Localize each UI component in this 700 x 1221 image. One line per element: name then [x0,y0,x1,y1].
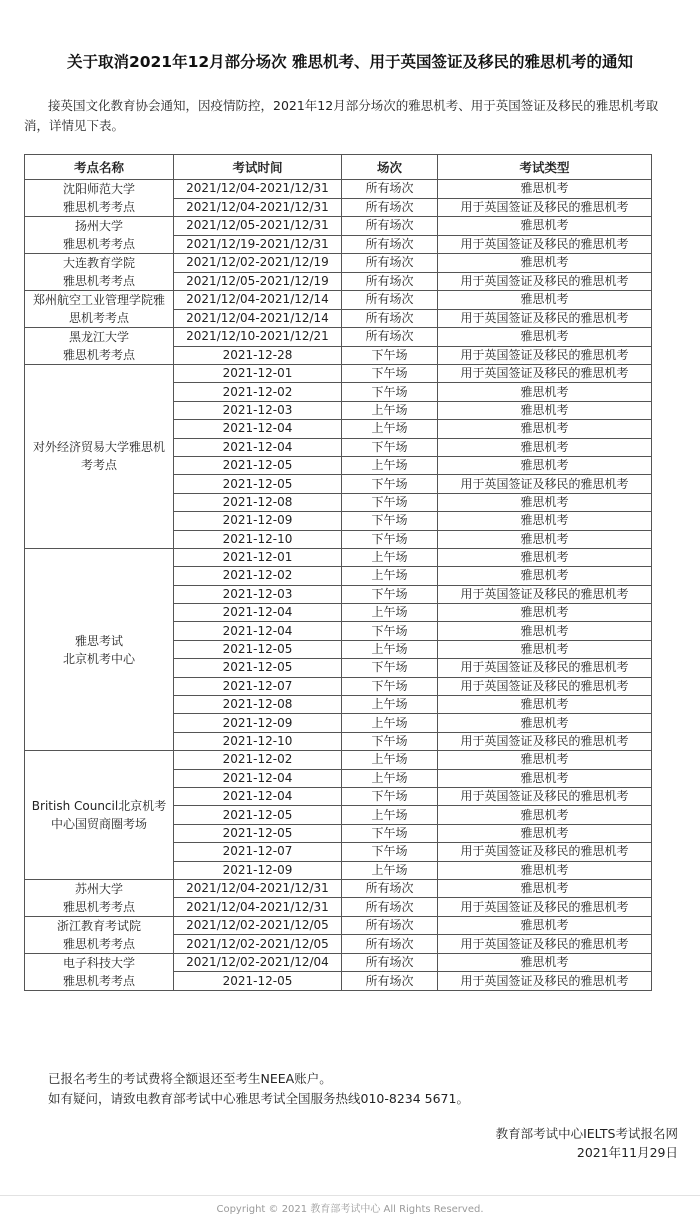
session-cell: 上午场 [342,751,438,769]
exam-type-cell: 雅思机考 [438,751,652,769]
header-exam-type: 考试类型 [438,155,652,180]
exam-type-cell: 雅思机考 [438,879,652,898]
exam-type-cell: 用于英国签证及移民的雅思机考 [438,972,652,991]
exam-date-cell: 2021-12-04 [174,787,342,805]
exam-date-cell: 2021/12/04-2021/12/31 [174,898,342,917]
exam-type-cell: 雅思机考 [438,180,652,199]
session-cell: 所有场次 [342,291,438,310]
exam-type-cell: 雅思机考 [438,401,652,419]
venue-name-cell: 大连教育学院 雅思机考考点 [25,254,174,291]
exam-type-cell: 雅思机考 [438,456,652,474]
exam-type-cell: 雅思机考 [438,640,652,658]
exam-type-cell: 雅思机考 [438,696,652,714]
exam-date-cell: 2021-12-10 [174,732,342,750]
exam-type-cell: 雅思机考 [438,512,652,530]
session-cell: 下午场 [342,622,438,640]
exam-date-cell: 2021-12-05 [174,659,342,677]
table-row [25,291,652,310]
session-cell: 所有场次 [342,972,438,991]
exam-date-cell: 2021-12-08 [174,493,342,511]
exam-type-cell: 雅思机考 [438,328,652,347]
table-body [25,180,652,991]
exam-date-cell: 2021/12/19-2021/12/31 [174,235,342,254]
exam-date-cell: 2021/12/02-2021/12/04 [174,953,342,972]
exam-date-cell: 2021-12-07 [174,843,342,861]
session-cell: 上午场 [342,806,438,824]
session-cell: 下午场 [342,677,438,695]
table-row [25,953,652,972]
venue-name-cell: British Council北京机考 中心国贸商圈考场 [25,751,174,880]
refund-note: 已报名考生的考试费将全额退还至考生NEEA账户。 [48,1071,332,1086]
header-venue: 考点名称 [25,155,174,180]
exam-date-cell: 2021-12-10 [174,530,342,548]
exam-type-cell: 雅思机考 [438,291,652,310]
table-row [25,751,652,769]
exam-date-cell: 2021/12/04-2021/12/31 [174,198,342,217]
exam-date-cell: 2021-12-05 [174,806,342,824]
session-cell: 下午场 [342,438,438,456]
table-row [25,328,652,347]
exam-type-cell: 用于英国签证及移民的雅思机考 [438,843,652,861]
session-cell: 下午场 [342,383,438,401]
exam-type-cell: 用于英国签证及移民的雅思机考 [438,198,652,217]
exam-date-cell: 2021-12-05 [174,475,342,493]
table-row [25,254,652,273]
table-row [25,879,652,898]
exam-date-cell: 2021/12/04-2021/12/14 [174,291,342,310]
exam-type-cell: 雅思机考 [438,217,652,236]
exam-date-cell: 2021/12/02-2021/12/05 [174,916,342,935]
session-cell: 下午场 [342,585,438,603]
exam-type-cell: 用于英国签证及移民的雅思机考 [438,272,652,291]
exam-type-cell: 用于英国签证及移民的雅思机考 [438,309,652,328]
exam-type-cell: 雅思机考 [438,530,652,548]
exam-type-cell: 雅思机考 [438,548,652,566]
exam-type-cell: 雅思机考 [438,824,652,842]
session-cell: 上午场 [342,420,438,438]
session-cell: 下午场 [342,824,438,842]
session-cell: 所有场次 [342,916,438,935]
session-cell: 上午场 [342,401,438,419]
session-cell: 所有场次 [342,217,438,236]
session-cell: 上午场 [342,861,438,879]
session-cell: 所有场次 [342,198,438,217]
exam-type-cell: 用于英国签证及移民的雅思机考 [438,365,652,383]
session-cell: 所有场次 [342,309,438,328]
exam-type-cell: 雅思机考 [438,861,652,879]
session-cell: 上午场 [342,769,438,787]
exam-date-cell: 2021-12-28 [174,346,342,365]
exam-date-cell: 2021-12-04 [174,622,342,640]
table-row [25,548,652,566]
session-cell: 下午场 [342,843,438,861]
exam-type-cell: 雅思机考 [438,714,652,732]
intro-paragraph: 接英国文化教育协会通知，因疫情防控，2021年12月部分场次的雅思机考、用于英国签证及移民的雅思机考取消，详情见下表。 [24,98,659,133]
table-row [25,180,652,199]
exam-date-cell: 2021-12-08 [174,696,342,714]
session-cell: 上午场 [342,640,438,658]
exam-date-cell: 2021/12/04-2021/12/14 [174,309,342,328]
exam-date-cell: 2021-12-02 [174,567,342,585]
exam-date-cell: 2021-12-09 [174,861,342,879]
venue-name-cell: 电子科技大学 雅思机考考点 [25,953,174,990]
session-cell: 上午场 [342,714,438,732]
signature-org: 教育部考试中心IELTS考试报名网 [495,1126,678,1141]
exam-date-cell: 2021/12/02-2021/12/19 [174,254,342,273]
session-cell: 下午场 [342,732,438,750]
venue-name-cell: 沈阳师范大学 雅思机考考点 [25,180,174,217]
session-cell: 下午场 [342,346,438,365]
venue-name-cell: 扬州大学 雅思机考考点 [25,217,174,254]
exam-date-cell: 2021-12-05 [174,972,342,991]
session-cell: 上午场 [342,696,438,714]
exam-type-cell: 雅思机考 [438,916,652,935]
session-cell: 下午场 [342,365,438,383]
exam-type-cell: 雅思机考 [438,806,652,824]
exam-type-cell: 用于英国签证及移民的雅思机考 [438,732,652,750]
exam-date-cell: 2021/12/10-2021/12/21 [174,328,342,347]
session-cell: 所有场次 [342,272,438,291]
signature-date: 2021年11月29日 [576,1145,678,1160]
session-cell: 下午场 [342,530,438,548]
exam-date-cell: 2021/12/04-2021/12/31 [174,180,342,199]
venue-name-cell: 苏州大学 雅思机考考点 [25,879,174,916]
copyright-text: Copyright © 2021 教育部考试中心 All Rights Reserved. [216,1204,484,1215]
exam-type-cell: 用于英国签证及移民的雅思机考 [438,585,652,603]
exam-type-cell: 用于英国签证及移民的雅思机考 [438,475,652,493]
exam-date-cell: 2021-12-05 [174,640,342,658]
exam-date-cell: 2021-12-05 [174,456,342,474]
exam-date-cell: 2021/12/02-2021/12/05 [174,935,342,954]
session-cell: 上午场 [342,456,438,474]
session-cell: 所有场次 [342,935,438,954]
session-cell: 上午场 [342,548,438,566]
exam-type-cell: 雅思机考 [438,622,652,640]
exam-date-cell: 2021-12-03 [174,585,342,603]
session-cell: 所有场次 [342,254,438,273]
session-cell: 所有场次 [342,879,438,898]
exam-date-cell: 2021-12-09 [174,714,342,732]
session-cell: 下午场 [342,475,438,493]
exam-date-cell: 2021-12-02 [174,383,342,401]
exam-type-cell: 用于英国签证及移民的雅思机考 [438,677,652,695]
exam-type-cell: 雅思机考 [438,493,652,511]
exam-type-cell: 雅思机考 [438,383,652,401]
exam-type-cell: 雅思机考 [438,420,652,438]
exam-type-cell: 用于英国签证及移民的雅思机考 [438,235,652,254]
session-cell: 所有场次 [342,180,438,199]
venue-name-cell: 对外经济贸易大学雅思机 考考点 [25,365,174,549]
exam-type-cell: 雅思机考 [438,438,652,456]
exam-type-cell: 雅思机考 [438,953,652,972]
venue-name-cell: 郑州航空工业管理学院雅 思机考考点 [25,291,174,328]
session-cell: 下午场 [342,659,438,677]
venue-name-cell: 雅思考试 北京机考中心 [25,548,174,750]
venue-name-cell: 黑龙江大学 雅思机考考点 [25,328,174,365]
page-title: 关于取消2021年12月部分场次 雅思机考、用于英国签证及移民的雅思机考的通知 [66,53,634,71]
session-cell: 所有场次 [342,898,438,917]
footer-divider [0,1195,700,1196]
exam-type-cell: 用于英国签证及移民的雅思机考 [438,346,652,365]
exam-type-cell: 雅思机考 [438,769,652,787]
exam-type-cell: 用于英国签证及移民的雅思机考 [438,898,652,917]
session-cell: 下午场 [342,512,438,530]
exam-date-cell: 2021-12-04 [174,420,342,438]
exam-date-cell: 2021/12/05-2021/12/19 [174,272,342,291]
exam-date-cell: 2021-12-01 [174,365,342,383]
exam-type-cell: 用于英国签证及移民的雅思机考 [438,659,652,677]
session-cell: 下午场 [342,493,438,511]
exam-date-cell: 2021/12/05-2021/12/31 [174,217,342,236]
exam-date-cell: 2021-12-04 [174,604,342,622]
table-row [25,217,652,236]
exam-type-cell: 雅思机考 [438,254,652,273]
table-row [25,365,652,383]
session-cell: 所有场次 [342,328,438,347]
exam-type-cell: 用于英国签证及移民的雅思机考 [438,935,652,954]
session-cell: 上午场 [342,567,438,585]
exam-date-cell: 2021-12-09 [174,512,342,530]
table-header-row [25,155,652,180]
header-session: 场次 [342,155,438,180]
exam-date-cell: 2021-12-02 [174,751,342,769]
cancelled-exams-table [24,154,652,991]
session-cell: 所有场次 [342,235,438,254]
exam-date-cell: 2021-12-01 [174,548,342,566]
exam-date-cell: 2021-12-05 [174,824,342,842]
session-cell: 上午场 [342,604,438,622]
venue-name-cell: 浙江教育考试院 雅思机考考点 [25,916,174,953]
session-cell: 所有场次 [342,953,438,972]
exam-type-cell: 用于英国签证及移民的雅思机考 [438,787,652,805]
exam-type-cell: 雅思机考 [438,567,652,585]
exam-date-cell: 2021-12-03 [174,401,342,419]
exam-date-cell: 2021-12-07 [174,677,342,695]
exam-date-cell: 2021-12-04 [174,438,342,456]
hotline-note: 如有疑问，请致电教育部考试中心雅思考试全国服务热线010-8234 5671。 [48,1091,469,1106]
header-exam-date: 考试时间 [174,155,342,180]
table-row [25,916,652,935]
session-cell: 下午场 [342,787,438,805]
exam-date-cell: 2021/12/04-2021/12/31 [174,879,342,898]
exam-date-cell: 2021-12-04 [174,769,342,787]
exam-type-cell: 雅思机考 [438,604,652,622]
